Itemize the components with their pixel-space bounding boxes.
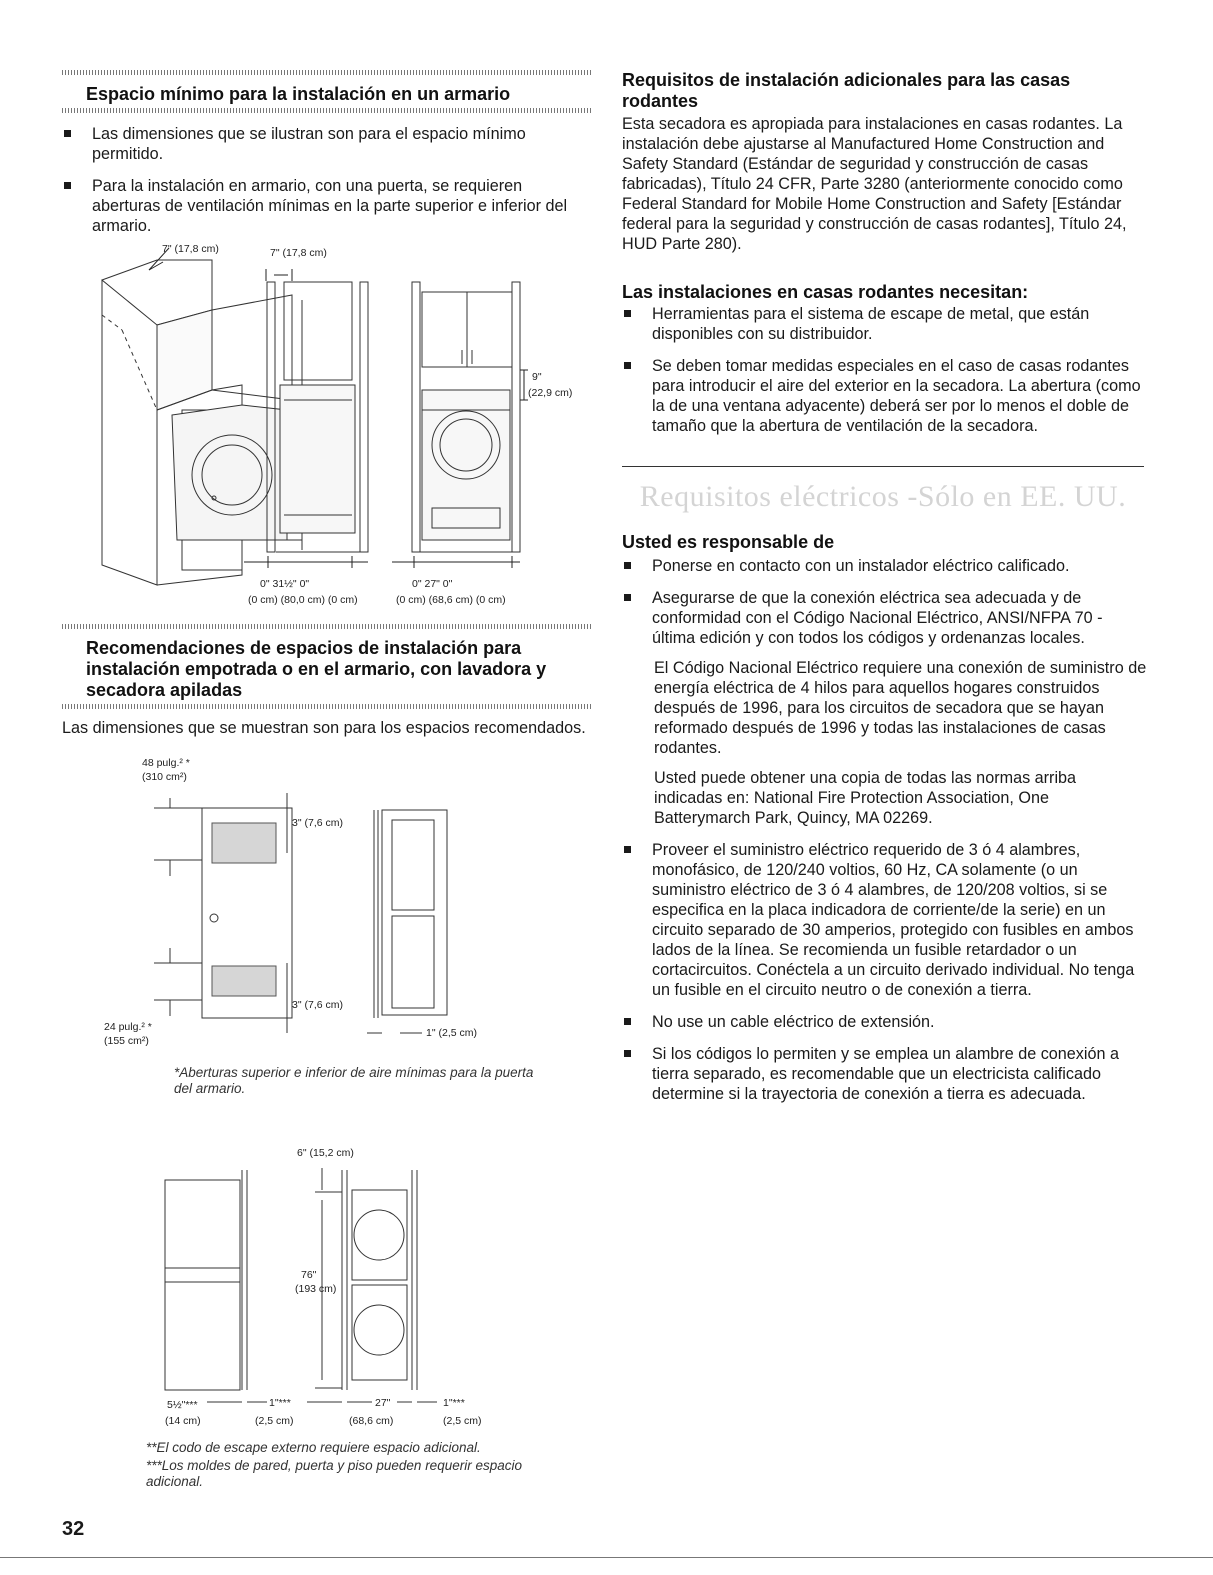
front-view-dryer-right (412, 282, 520, 552)
bottom-vent-opening (212, 966, 276, 996)
dim-label: (22,9 cm) (528, 387, 573, 399)
dim-label: (155 cm²) (104, 1035, 149, 1047)
page-bottom-rule (0, 1557, 1213, 1558)
dim-label: (0 cm) (68,6 cm) (0 cm) (396, 594, 506, 606)
dim-label: 9" (532, 371, 542, 383)
dim-label: 1"*** (269, 1397, 291, 1409)
section-rule (62, 704, 592, 709)
dim-label: (14 cm) (165, 1415, 201, 1427)
bullet-item: Para la instalación en armario, con una puerta, se requieren aberturas de ventilación mínimas en la parte superior e inferior del armario. (62, 176, 587, 236)
mobile-needs-title: Las instalaciones en casas rodantes necesitan: (622, 282, 1029, 302)
nec-note: El Código Nacional Eléctrico requiere una conexión de suministro de energía eléctrica de 4 hilos para aquellos hogares construidos después de 1996, para los circuitos de secadora que se hayan reformado después de 1996 y todas las instalaciones de casas rodantes. (654, 659, 1147, 757)
dim-label: 0" 27" 0" (412, 578, 453, 590)
section-rule (62, 70, 592, 75)
dim-label: 5½"*** (167, 1399, 198, 1411)
closet-door-vents-diagram (104, 757, 522, 1083)
section-title-min-closet: Espacio mínimo para la instalación en un armario (86, 84, 511, 104)
responsibility-block (622, 556, 1147, 1104)
dim-label: (193 cm) (295, 1283, 337, 1295)
top-vent-opening (212, 823, 276, 863)
dim-label: 1" (2,5 cm) (426, 1027, 477, 1039)
bullet-item: Herramientas para el sistema de escape de metal, que están disponibles con su distribuidor. (622, 304, 1147, 344)
responsibility-list-2 (622, 840, 1147, 1104)
stacked-intro: Las dimensiones que se muestran son para los espacios recomendados. (62, 719, 586, 737)
mobile-home-body: Esta secadora es apropiada para instalaciones en casas rodantes. La instalación debe ajustarse al Manufactured Home Construction and Safety Standard (Estándar de seguridad y construcción de casas fabricadas), Título 24 CFR, Parte 3280 (anteriormente conocido como Federal Standard for Mobile Home Construction and Safety [Estándar federal para la seguridad y construcción de casas rodantes], Título 24, HUD Parte 280). (622, 115, 1127, 253)
dim-label: 76" (301, 1269, 317, 1281)
responsibility-list (622, 556, 1147, 648)
dim-label: (0 cm) (80,0 cm) (0 cm) (248, 594, 358, 606)
dim-label: 1"*** (443, 1397, 465, 1409)
dim-label: 27" (375, 1397, 391, 1409)
dim-label: (2,5 cm) (255, 1415, 294, 1427)
bullet-item: Las dimensiones que se ilustran son para el espacio mínimo permitido. (62, 124, 587, 164)
bullet-item: Ponerse en contacto con un instalador eléctrico calificado. (622, 556, 1147, 576)
section-title-stacked: Recomendaciones de espacios de instalación para instalación empotrada o en el armario, con lavadora y secadora apiladas (86, 638, 547, 700)
dim-label: 6" (15,2 cm) (297, 1147, 354, 1159)
dim-label: 0" 31½" 0" (260, 578, 310, 590)
exhaust-note: **El codo de escape externo requiere espacio adicional. (146, 1440, 481, 1455)
min-closet-list (62, 124, 587, 236)
section-rule (62, 624, 592, 629)
nfpa-note: Usted puede obtener una copia de todas las normas arriba indicadas en: National Fire Protection Association, One Batterymarch Park, Quincy, MA 02269. (654, 769, 1077, 827)
dim-label: 7" (17,8 cm) (162, 243, 219, 255)
front-view-dryer-mid (267, 282, 368, 552)
page-number: 32 (62, 1518, 85, 1540)
dim-label: 48 pulg.² * (142, 757, 190, 769)
bullet-item: Si los códigos lo permiten y se emplea un alambre de conexión a tierra separado, es recomendable que un electricista calificado determine si la trayectoria de conexión a tierra es adecuada. (622, 1044, 1147, 1104)
section-rule (62, 108, 592, 113)
dim-label: 3" (7,6 cm) (292, 999, 343, 1011)
bullet-item: No use un cable eléctrico de extensión. (622, 1012, 1147, 1032)
bullet-item: Se deben tomar medidas especiales en el caso de casas rodantes para introducir el aire del exterior en la secadora. La abertura (como la de una ventana adyacente) deberá ser por lo menos el doble de tamaño que la abertura de ventilación de la secadora. (622, 356, 1147, 436)
dim-label: 7" (17,8 cm) (270, 247, 327, 259)
section-divider (622, 466, 1144, 467)
molding-note: ***Los moldes de pared, puerta y piso pueden requerir espacio adicional. (146, 1458, 522, 1489)
stacked-recessed-diagram (147, 1140, 547, 1445)
dim-label: 3" (7,6 cm) (292, 817, 343, 829)
dim-label: (2,5 cm) (443, 1415, 482, 1427)
vent-caption: *Aberturas superior e inferior de aire mínimas para la puerta del armario. (174, 1065, 534, 1096)
dim-label: (68,6 cm) (349, 1415, 394, 1427)
perspective-closet-drawing (102, 260, 302, 585)
electrical-title: Requisitos eléctricos -Sólo en EE. UU. (639, 480, 1127, 513)
dim-label: 24 pulg.² * (104, 1021, 152, 1033)
dim-label: (310 cm²) (142, 771, 187, 783)
mobile-needs-list (622, 304, 1147, 436)
responsibility-title: Usted es responsable de (622, 532, 835, 552)
bullet-item: Proveer el suministro eléctrico requerido de 3 ó 4 alambres, monofásico, de 120/240 voltios, 60 Hz, CA solamente (o un suministro eléctrico de 3 ó 4 alambres, de 120/208 voltios, si se especifica en la placa indicadora de corriente/de la serie) en un circuito separado de 30 amperios, protegido con fusibles en ambos lados de la línea. Se recomienda un fusible retardador o un cortacircuitos. Conéctela a un circuito derivado individual. No tenga un fusible en el circuito neutro o de conexión a tierra. (622, 840, 1147, 1000)
bullet-item: Asegurarse de que la conexión eléctrica sea adecuada y de conformidad con el Código Nacional Eléctrico, ANSI/NFPA 70 - última edición y con todos los códigos y ordenanzas locales. (622, 588, 1147, 648)
closet-minimum-diagram (62, 240, 592, 615)
mobile-home-title: Requisitos de instalación adicionales para las casas rodantes (622, 70, 1071, 111)
